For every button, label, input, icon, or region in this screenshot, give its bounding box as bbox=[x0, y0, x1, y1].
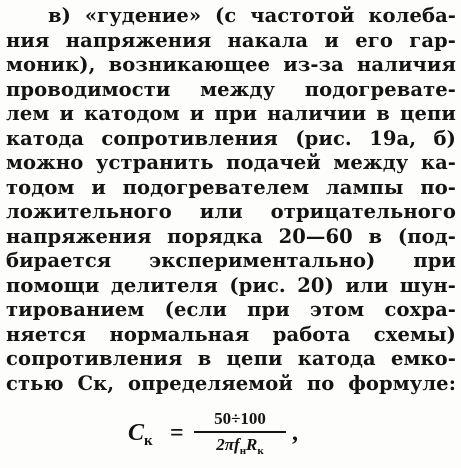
text-line: в) «гудение» (с частотой колеба- bbox=[48, 4, 456, 27]
body-paragraph bbox=[6, 4, 456, 396]
text-line: тодом и подогревателем лампы по- bbox=[6, 175, 456, 199]
text-line: бирается экспериментально) при bbox=[6, 249, 456, 272]
formula-equals-sign: = bbox=[170, 420, 184, 446]
text-line: сопротивления в цепи катода емко- bbox=[6, 347, 456, 370]
denominator-subscript-n: н bbox=[239, 445, 247, 457]
text-line: помощи делителя (рис. 20) или шун- bbox=[6, 273, 456, 297]
text-line: проводимости между подогревате- bbox=[6, 77, 456, 101]
formula-lhs-symbol: C bbox=[128, 420, 145, 446]
text-line: можно устранить подачей между ка- bbox=[6, 151, 456, 174]
fraction-bar bbox=[194, 431, 286, 433]
text-line: няется нормальная работа схемы) bbox=[6, 322, 456, 346]
text-line: ложительного или отрицательного bbox=[6, 200, 456, 223]
denominator-r: R bbox=[246, 435, 258, 454]
capacitance-formula bbox=[0, 408, 461, 466]
formula-lhs bbox=[128, 420, 153, 450]
text-line: лем и катодом и при наличии в цепи bbox=[6, 102, 456, 125]
text-line: напряжения порядка 20—60 в (под- bbox=[6, 224, 456, 248]
text-line: тированием (если при этом сохра- bbox=[6, 298, 456, 321]
text-line: ния напряжения накала и его гар- bbox=[6, 28, 456, 52]
denominator-subscript-k: к bbox=[257, 445, 264, 457]
text-line: стью Cк, определяемой по формуле: bbox=[6, 371, 456, 395]
formula-lhs-subscript: к bbox=[144, 433, 153, 449]
text-line: моник), возникающее из-за наличия bbox=[6, 53, 456, 76]
denominator-main: 2πf bbox=[216, 435, 240, 454]
formula-numerator: 50÷100 bbox=[214, 409, 266, 428]
text-line: катода сопротивления (рис. 19а, б) bbox=[6, 126, 456, 150]
formula-denominator bbox=[192, 434, 288, 462]
formula-trailing-comma: , bbox=[292, 420, 298, 446]
formula-fraction bbox=[192, 408, 288, 462]
